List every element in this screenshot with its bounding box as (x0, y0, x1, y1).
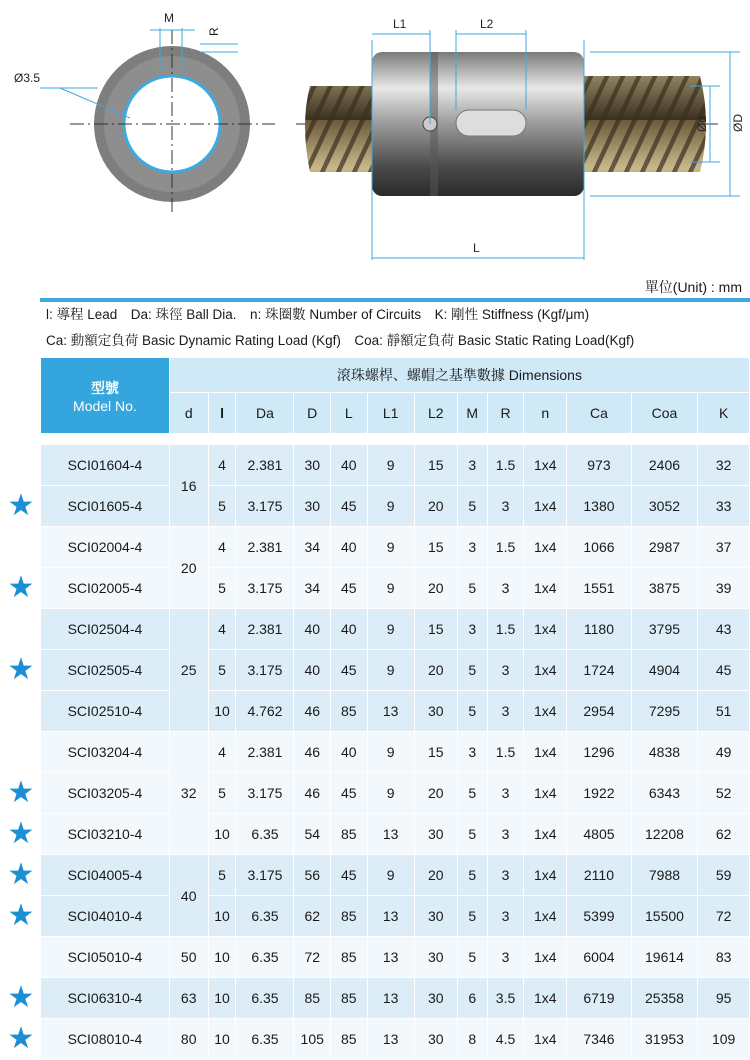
cell-k: 95 (698, 978, 750, 1019)
model-header (41, 358, 170, 434)
column-header-coa: Coa (631, 393, 698, 434)
table-row (41, 691, 750, 732)
cell-m: 5 (457, 896, 487, 937)
star-icon: ★ (7, 858, 35, 891)
table-row (41, 814, 750, 855)
cell-l2: 20 (414, 568, 457, 609)
cell-k: 43 (698, 609, 750, 650)
table-row (41, 527, 750, 568)
cell-n: 1x4 (524, 445, 567, 486)
cell-l: 5 (208, 568, 236, 609)
cell-l: 85 (330, 1019, 367, 1060)
cell-l: 10 (208, 978, 236, 1019)
cell-k: 37 (698, 527, 750, 568)
cell-l1: 13 (367, 1019, 414, 1060)
cell-d: 30 (294, 486, 331, 527)
cell-coa: 12208 (631, 814, 698, 855)
table-row (41, 650, 750, 691)
model-cell: SCI08010-4 (41, 1019, 170, 1060)
column-header-d: D (294, 393, 331, 434)
cell-m: 3 (457, 609, 487, 650)
cell-n: 1x4 (524, 732, 567, 773)
cell-n: 1x4 (524, 814, 567, 855)
cell-l: 40 (330, 445, 367, 486)
star-icon: ★ (7, 489, 35, 522)
column-header-r: R (487, 393, 524, 434)
cell-l2: 30 (414, 978, 457, 1019)
cell-m: 3 (457, 445, 487, 486)
cell-l1: 13 (367, 896, 414, 937)
table-row (41, 732, 750, 773)
label-d-big: ØD (731, 114, 745, 132)
cell-m: 5 (457, 568, 487, 609)
star-icon: ★ (7, 981, 35, 1014)
cell-d: 56 (294, 855, 331, 896)
cell-l: 4 (208, 732, 236, 773)
cell-n: 1x4 (524, 691, 567, 732)
cell-m: 5 (457, 814, 487, 855)
cell-m: 5 (457, 650, 487, 691)
cell-coa: 4838 (631, 732, 698, 773)
label-l2: L2 (480, 17, 494, 31)
cell-n: 1x4 (524, 527, 567, 568)
cell-da: 6.35 (236, 978, 294, 1019)
cell-ca: 1922 (567, 773, 631, 814)
cell-n: 1x4 (524, 650, 567, 691)
cell-l: 40 (330, 732, 367, 773)
cell-n: 1x4 (524, 855, 567, 896)
cell-k: 39 (698, 568, 750, 609)
column-header-m: M (457, 393, 487, 434)
model-cell: SCI01604-4 (41, 445, 170, 486)
cell-l: 85 (330, 814, 367, 855)
model-cell: SCI04005-4 (41, 855, 170, 896)
cell-coa: 3795 (631, 609, 698, 650)
cell-l: 10 (208, 691, 236, 732)
cell-m: 6 (457, 978, 487, 1019)
cell-n: 1x4 (524, 978, 567, 1019)
cell-r: 1.5 (487, 609, 524, 650)
table-row (41, 896, 750, 937)
cell-l: 10 (208, 814, 236, 855)
cell-d: 46 (294, 773, 331, 814)
cell-da: 3.175 (236, 568, 294, 609)
cell-l1: 9 (367, 568, 414, 609)
table-row (41, 855, 750, 896)
cell-l: 5 (208, 773, 236, 814)
cell-coa: 19614 (631, 937, 698, 978)
cell-n: 1x4 (524, 486, 567, 527)
legend-line-1: l: 導程 Lead Da: 珠徑 Ball Dia. n: 珠圈數 Number of Circuits K: 剛性 Stiffness (Kgf/μm) (46, 307, 590, 322)
cell-l: 10 (208, 1019, 236, 1060)
cell-ca: 1724 (567, 650, 631, 691)
cell-l2: 30 (414, 1019, 457, 1060)
cell-n: 1x4 (524, 773, 567, 814)
cell-m: 3 (457, 527, 487, 568)
cell-l2: 15 (414, 445, 457, 486)
table-row (41, 568, 750, 609)
cell-l1: 13 (367, 691, 414, 732)
cell-l2: 20 (414, 650, 457, 691)
cell-k: 52 (698, 773, 750, 814)
column-header-l2: L2 (414, 393, 457, 434)
column-header-da: Da (236, 393, 294, 434)
table-row (41, 486, 750, 527)
spec-table-body (41, 434, 750, 1060)
model-cell: SCI02005-4 (41, 568, 170, 609)
cell-r: 1.5 (487, 732, 524, 773)
end-view (14, 11, 275, 215)
model-cell: SCI03210-4 (41, 814, 170, 855)
cell-l2: 20 (414, 773, 457, 814)
label-hole: Ø3.5 (14, 71, 41, 85)
cell-k: 33 (698, 486, 750, 527)
column-header-l1: L1 (367, 393, 414, 434)
d-cell: 20 (169, 527, 208, 609)
side-view (296, 17, 745, 260)
cell-ca: 7346 (567, 1019, 631, 1060)
cell-l: 5 (208, 855, 236, 896)
cell-l1: 9 (367, 527, 414, 568)
star-column (0, 0, 40, 1054)
table-row (41, 445, 750, 486)
cell-l2: 30 (414, 814, 457, 855)
column-header-k: K (698, 393, 750, 434)
cell-l1: 13 (367, 978, 414, 1019)
cell-r: 1.5 (487, 527, 524, 568)
cell-r: 3.5 (487, 978, 524, 1019)
cell-l1: 9 (367, 650, 414, 691)
cell-n: 1x4 (524, 1019, 567, 1060)
cell-m: 8 (457, 1019, 487, 1060)
model-cell: SCI05010-4 (41, 937, 170, 978)
cell-d: 34 (294, 568, 331, 609)
cell-k: 72 (698, 896, 750, 937)
cell-da: 2.381 (236, 445, 294, 486)
cell-ca: 6004 (567, 937, 631, 978)
column-header-l: l (208, 393, 236, 434)
cell-ca: 1380 (567, 486, 631, 527)
cell-l: 85 (330, 691, 367, 732)
model-cell: SCI03204-4 (41, 732, 170, 773)
column-header-n: n (524, 393, 567, 434)
cell-ca: 5399 (567, 896, 631, 937)
model-cell: SCI02504-4 (41, 609, 170, 650)
model-cell: SCI02510-4 (41, 691, 170, 732)
legend-line-2: Ca: 動額定負荷 Basic Dynamic Rating Load (Kgf) Coa: 靜額定負荷 Basic Static Rating Load(Kgf) (46, 333, 635, 348)
cell-l2: 15 (414, 609, 457, 650)
d-cell: 25 (169, 609, 208, 732)
cell-d: 72 (294, 937, 331, 978)
model-cell: SCI02004-4 (41, 527, 170, 568)
cell-m: 5 (457, 486, 487, 527)
d-cell: 50 (169, 937, 208, 978)
cell-d: 30 (294, 445, 331, 486)
cell-da: 2.381 (236, 609, 294, 650)
label-l: L (473, 241, 480, 255)
cell-r: 3 (487, 896, 524, 937)
label-d-small: Ød (695, 115, 709, 132)
cell-da: 2.381 (236, 527, 294, 568)
star-icon: ★ (7, 571, 35, 604)
cell-r: 3 (487, 650, 524, 691)
cell-l: 45 (330, 486, 367, 527)
cell-l1: 13 (367, 937, 414, 978)
model-cell: SCI06310-4 (41, 978, 170, 1019)
label-l1: L1 (393, 17, 407, 31)
cell-ca: 1066 (567, 527, 631, 568)
cell-da: 6.35 (236, 814, 294, 855)
cell-m: 5 (457, 937, 487, 978)
cell-r: 1.5 (487, 445, 524, 486)
cell-m: 3 (457, 732, 487, 773)
dimensions-title: 滾珠螺桿、螺帽之基準數據 Dimensions (169, 358, 749, 393)
cell-l: 10 (208, 896, 236, 937)
cell-coa: 31953 (631, 1019, 698, 1060)
cell-da: 3.175 (236, 650, 294, 691)
cell-d: 40 (294, 609, 331, 650)
legend (40, 298, 750, 360)
cell-l: 45 (330, 568, 367, 609)
cell-k: 51 (698, 691, 750, 732)
cell-da: 3.175 (236, 855, 294, 896)
cell-da: 3.175 (236, 773, 294, 814)
cell-l: 45 (330, 650, 367, 691)
cell-coa: 3875 (631, 568, 698, 609)
cell-l2: 15 (414, 732, 457, 773)
cell-coa: 15500 (631, 896, 698, 937)
cell-l: 4 (208, 527, 236, 568)
table-row (41, 609, 750, 650)
cell-r: 3 (487, 814, 524, 855)
cell-l1: 9 (367, 486, 414, 527)
cell-ca: 1551 (567, 568, 631, 609)
cell-r: 3 (487, 855, 524, 896)
cell-d: 105 (294, 1019, 331, 1060)
cell-k: 32 (698, 445, 750, 486)
cell-d: 54 (294, 814, 331, 855)
cell-d: 46 (294, 691, 331, 732)
cell-coa: 7988 (631, 855, 698, 896)
cell-l: 5 (208, 486, 236, 527)
model-header-zh: 型號 (90, 379, 119, 396)
d-cell: 63 (169, 978, 208, 1019)
cell-k: 49 (698, 732, 750, 773)
table-row (41, 1019, 750, 1060)
cell-ca: 4805 (567, 814, 631, 855)
d-cell: 32 (169, 732, 208, 855)
cell-l2: 20 (414, 486, 457, 527)
d-cell: 40 (169, 855, 208, 937)
cell-da: 3.175 (236, 486, 294, 527)
star-icon: ★ (7, 653, 35, 686)
cell-l: 85 (330, 937, 367, 978)
cell-l1: 13 (367, 814, 414, 855)
cell-k: 45 (698, 650, 750, 691)
cell-coa: 3052 (631, 486, 698, 527)
cell-l1: 9 (367, 855, 414, 896)
cell-l: 40 (330, 527, 367, 568)
table-row (41, 937, 750, 978)
cell-l2: 30 (414, 937, 457, 978)
d-cell: 80 (169, 1019, 208, 1060)
cell-coa: 7295 (631, 691, 698, 732)
cell-d: 85 (294, 978, 331, 1019)
cell-l: 45 (330, 855, 367, 896)
table-row (41, 773, 750, 814)
cell-r: 4.5 (487, 1019, 524, 1060)
model-cell: SCI03205-4 (41, 773, 170, 814)
cell-n: 1x4 (524, 896, 567, 937)
cell-l: 85 (330, 978, 367, 1019)
cell-coa: 2987 (631, 527, 698, 568)
cell-d: 62 (294, 896, 331, 937)
cell-l2: 20 (414, 855, 457, 896)
cell-l1: 9 (367, 732, 414, 773)
cell-l1: 9 (367, 773, 414, 814)
cell-k: 83 (698, 937, 750, 978)
label-r: R (207, 27, 221, 36)
cell-l: 10 (208, 937, 236, 978)
cell-m: 5 (457, 773, 487, 814)
spec-table (40, 357, 750, 1060)
label-m: M (164, 11, 174, 25)
model-cell: SCI01605-4 (41, 486, 170, 527)
cell-da: 6.35 (236, 1019, 294, 1060)
cell-r: 3 (487, 937, 524, 978)
cell-da: 6.35 (236, 937, 294, 978)
model-cell: SCI02505-4 (41, 650, 170, 691)
cell-coa: 6343 (631, 773, 698, 814)
cell-m: 5 (457, 855, 487, 896)
model-cell: SCI04010-4 (41, 896, 170, 937)
star-icon: ★ (7, 1022, 35, 1055)
cell-ca: 1180 (567, 609, 631, 650)
cell-da: 6.35 (236, 896, 294, 937)
cell-k: 109 (698, 1019, 750, 1060)
cell-l: 4 (208, 445, 236, 486)
cell-r: 3 (487, 773, 524, 814)
cell-r: 3 (487, 568, 524, 609)
cell-coa: 25358 (631, 978, 698, 1019)
cell-l: 4 (208, 609, 236, 650)
cell-l2: 30 (414, 896, 457, 937)
cell-coa: 4904 (631, 650, 698, 691)
model-header-en: Model No. (73, 397, 137, 414)
cell-coa: 2406 (631, 445, 698, 486)
cell-l: 45 (330, 773, 367, 814)
column-header-d: d (169, 393, 208, 434)
cell-l2: 30 (414, 691, 457, 732)
cell-d: 40 (294, 650, 331, 691)
cell-ca: 2954 (567, 691, 631, 732)
cell-l: 85 (330, 896, 367, 937)
cell-l2: 15 (414, 527, 457, 568)
cell-ca: 2110 (567, 855, 631, 896)
cell-ca: 6719 (567, 978, 631, 1019)
cell-ca: 1296 (567, 732, 631, 773)
star-icon: ★ (7, 776, 35, 809)
cell-d: 46 (294, 732, 331, 773)
cell-l1: 9 (367, 609, 414, 650)
cell-k: 62 (698, 814, 750, 855)
cell-n: 1x4 (524, 609, 567, 650)
cell-l: 5 (208, 650, 236, 691)
cell-m: 5 (457, 691, 487, 732)
cell-k: 59 (698, 855, 750, 896)
cell-da: 2.381 (236, 732, 294, 773)
ball-screw-drawing (0, 0, 750, 270)
column-header-l: L (330, 393, 367, 434)
table-row (41, 978, 750, 1019)
d-cell: 16 (169, 445, 208, 527)
cell-n: 1x4 (524, 937, 567, 978)
cell-l: 40 (330, 609, 367, 650)
cell-d: 34 (294, 527, 331, 568)
column-header-ca: Ca (567, 393, 631, 434)
cell-l1: 9 (367, 445, 414, 486)
cell-r: 3 (487, 691, 524, 732)
star-icon: ★ (7, 899, 35, 932)
unit-label: 單位(Unit) : mm (644, 279, 742, 295)
cell-n: 1x4 (524, 568, 567, 609)
cell-r: 3 (487, 486, 524, 527)
cell-ca: 973 (567, 445, 631, 486)
cell-da: 4.762 (236, 691, 294, 732)
star-icon: ★ (7, 817, 35, 850)
